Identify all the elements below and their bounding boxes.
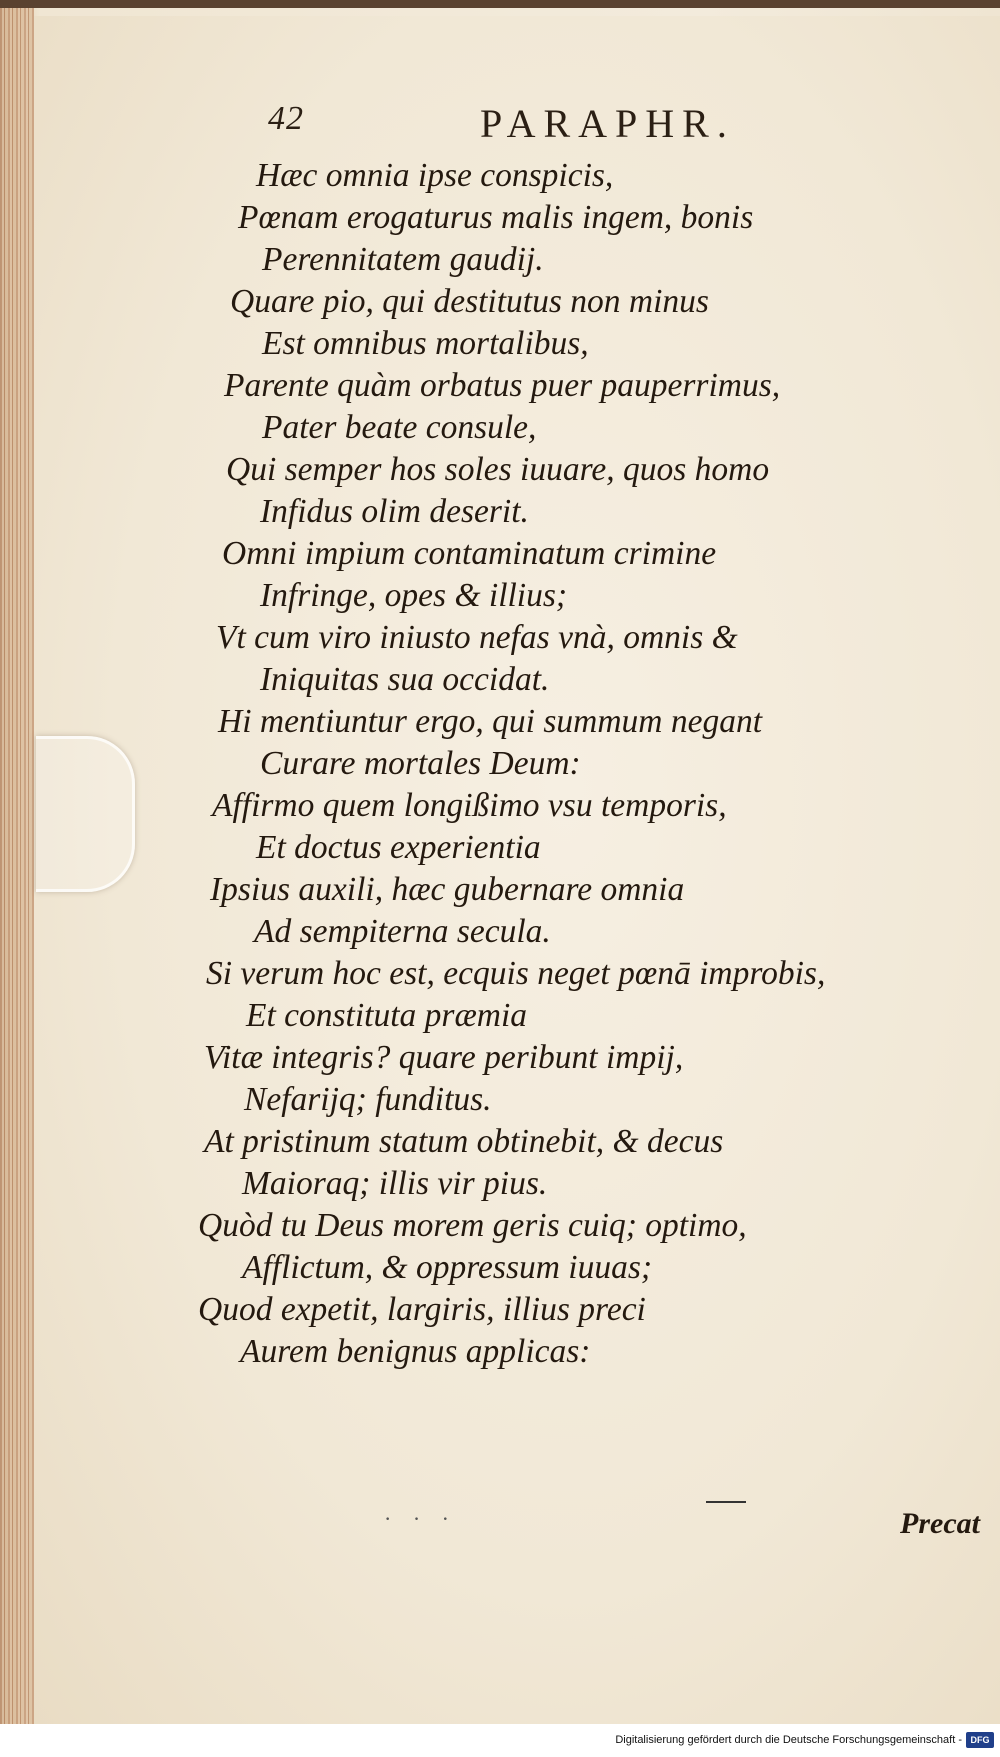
book-edge — [0, 8, 34, 1732]
verse-line: Maioraq; illis vir pius. — [242, 1165, 548, 1202]
verse-line: Quòd tu Deus morem geris cuiq; optimo, — [198, 1207, 747, 1244]
verse-line: Et doctus experientia — [256, 829, 541, 866]
digitization-footer — [0, 1724, 1000, 1757]
ink-specks: · · · — [384, 1506, 457, 1531]
verse-line: Est omnibus mortalibus, — [262, 325, 589, 362]
verse-line: Iniquitas sua occidat. — [260, 661, 550, 698]
page-clip — [36, 736, 135, 892]
verse-line: Hæc omnia ipse conspicis, — [256, 157, 614, 194]
verse-line: Quod expetit, largiris, illius preci — [198, 1291, 646, 1328]
verse-line: Curare mortales Deum: — [260, 745, 581, 782]
verse-line: Quare pio, qui destitutus non minus — [230, 283, 709, 320]
catchword: Precat — [900, 1507, 980, 1540]
verse-line: Vitæ integris? quare peribunt impij, — [204, 1039, 684, 1076]
dfg-logo-icon: DFG — [966, 1732, 994, 1748]
verse-line: Affirmo quem longißimo vsu temporis, — [212, 787, 727, 824]
funding-credit: Digitalisierung gefördert durch die Deutsche Forschungsgemeinschaft - — [615, 1734, 962, 1746]
verse-line: Afflictum, & oppressum iuuas; — [242, 1249, 653, 1286]
verse-line: Parente quàm orbatus puer pauperrimus, — [224, 367, 781, 404]
verse-line: Perennitatem gaudij. — [262, 241, 544, 278]
verse-line: Vt cum viro iniusto nefas vnà, omnis & — [216, 619, 738, 656]
verse-line: Qui semper hos soles iuuare, quos homo — [226, 451, 770, 488]
verse-line: Infringe, opes & illius; — [260, 577, 568, 614]
verse-line: Aurem benignus applicas: — [240, 1333, 591, 1370]
page-number: 42 — [268, 100, 304, 137]
verse-line: Si verum hoc est, ecquis neget pœnā improbis, — [206, 955, 826, 992]
verse-line: Ipsius auxili, hæc gubernare omnia — [210, 871, 685, 908]
verse-line: Nefarijq; funditus. — [244, 1081, 492, 1118]
verse-line: Et constituta præmia — [246, 997, 528, 1034]
running-head: PARAPHR. — [480, 101, 735, 146]
verse-line: Pater beate consule, — [262, 409, 537, 446]
verse-line: Hi mentiuntur ergo, qui summum negant — [218, 703, 763, 740]
verse-line: At pristinum statum obtinebit, & decus — [204, 1123, 724, 1160]
verse-line: Ad sempiterna secula. — [254, 913, 551, 950]
page-header — [34, 100, 1000, 150]
ink-rule — [706, 1501, 746, 1503]
verse-line: Pœnam erogaturus malis ingem, bonis — [238, 199, 754, 236]
book-page — [34, 16, 1000, 1732]
verse-line: Omni impium contaminatum crimine — [222, 535, 717, 572]
verse-line: Infidus olim deserit. — [260, 493, 529, 530]
